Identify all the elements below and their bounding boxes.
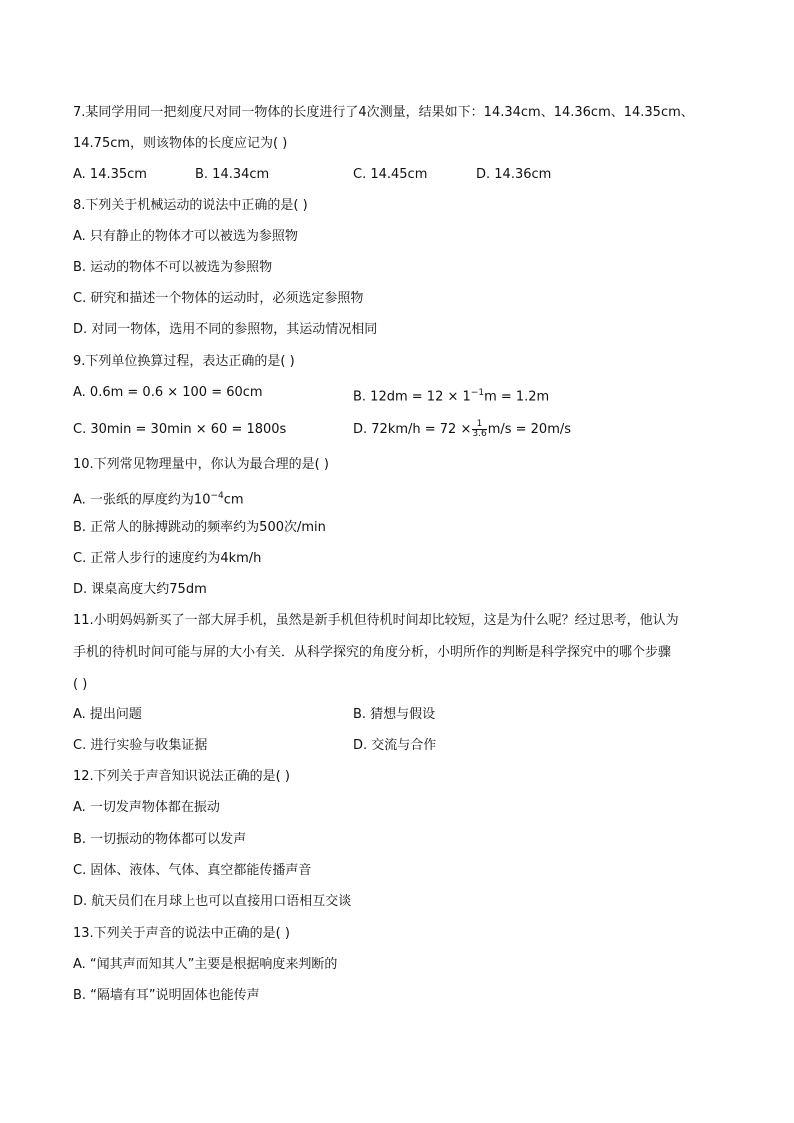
q10-option-c: C. 正常人步行的速度约为4km/h xyxy=(73,551,262,566)
q12-option-c: C. 固体、液体、气体、真空都能传播声音 xyxy=(73,863,312,878)
q11-stem-line3: ( ) xyxy=(73,677,88,692)
q13-stem: 13.下列关于声音的说法中正确的是( ) xyxy=(73,926,290,941)
q9-b-text-end: m = 1.2m xyxy=(484,389,550,405)
q7-stem-line2: 14.75cm，则该物体的长度应记为( ) xyxy=(73,136,288,151)
fraction-denominator: 3.6 xyxy=(472,429,487,439)
fraction-numerator: 1 xyxy=(472,420,486,430)
q7-option-a: A. 14.35cm xyxy=(73,167,147,182)
q13-option-a: A. “闻其声而知其人”主要是根据响度来判断的 xyxy=(73,957,338,972)
q7-stem-line1: 7.某同学用同一把刻度尺对同一物体的长度进行了4次测量，结果如下：14.34cm、14.36cm、14.35cm、 xyxy=(73,105,694,120)
q10-option-d: D. 课桌高度大约75dm xyxy=(73,582,207,597)
q11-option-b: B. 猜想与假设 xyxy=(353,707,436,722)
q9-option-d xyxy=(353,420,571,439)
q8-stem: 8.下列关于机械运动的说法中正确的是( ) xyxy=(73,198,308,213)
q9-b-text: B. 12dm = 12 × 1 xyxy=(353,389,471,405)
q12-stem: 12.下列关于声音知识说法正确的是( ) xyxy=(73,769,290,784)
q9-d-text: D. 72km/h = 72 × xyxy=(353,422,472,437)
q8-option-a: A. 只有静止的物体才可以被选为参照物 xyxy=(73,229,298,244)
q9-b-exponent: −1 xyxy=(470,388,485,398)
q11-option-a: A. 提出问题 xyxy=(73,707,142,722)
q8-option-b: B. 运动的物体不可以被选为参照物 xyxy=(73,260,273,275)
q9-option-a: A. 0.6m = 0.6 × 100 = 60cm xyxy=(73,385,263,400)
q9-option-b xyxy=(353,385,549,405)
q10-a-text: A. 一张纸的厚度约为10 xyxy=(73,492,211,508)
q9-d-text-end: m/s = 20m/s xyxy=(487,422,572,437)
q9-stem: 9.下列单位换算过程，表达正确的是( ) xyxy=(73,354,295,369)
q10-stem: 10.下列常见物理量中，你认为最合理的是( ) xyxy=(73,457,329,472)
q11-option-d: D. 交流与合作 xyxy=(353,738,437,753)
q11-option-c: C. 进行实验与收集证据 xyxy=(73,738,208,753)
q10-option-a xyxy=(73,488,244,508)
q8-option-d: D. 对同一物体，选用不同的参照物，其运动情况相同 xyxy=(73,322,378,337)
q13-option-b: B. “隔墙有耳”说明固体也能传声 xyxy=(73,988,260,1003)
q8-option-c: C. 研究和描述一个物体的运动时，必须选定参照物 xyxy=(73,291,364,306)
q10-option-b: B. 正常人的脉搏跳动的频率约为500次/min xyxy=(73,520,326,535)
q11-stem-line1: 11.小明妈妈新买了一部大屏手机，虽然是新手机但待机时间却比较短，这是为什么呢？经过思考，他认为 xyxy=(73,613,679,628)
q9-option-c: C. 30min = 30min × 60 = 1800s xyxy=(73,422,287,437)
q10-a-exponent: −4 xyxy=(210,491,224,501)
q12-option-d: D. 航天员们在月球上也可以直接用口语相互交谈 xyxy=(73,894,352,909)
q7-option-d: D. 14.36cm xyxy=(476,167,552,182)
q7-option-b: B. 14.34cm xyxy=(195,167,270,182)
q7-option-c: C. 14.45cm xyxy=(353,167,428,182)
q11-stem-line2: 手机的待机时间可能与屏的大小有关．从科学探究的角度分析，小明所作的判断是科学探究中的哪个步骤 xyxy=(73,645,672,660)
q9-d-fraction xyxy=(472,420,486,439)
q12-option-b: B. 一切振动的物体都可以发声 xyxy=(73,832,247,847)
q10-a-unit: cm xyxy=(223,492,244,508)
q12-option-a: A. 一切发声物体都在振动 xyxy=(73,800,220,815)
